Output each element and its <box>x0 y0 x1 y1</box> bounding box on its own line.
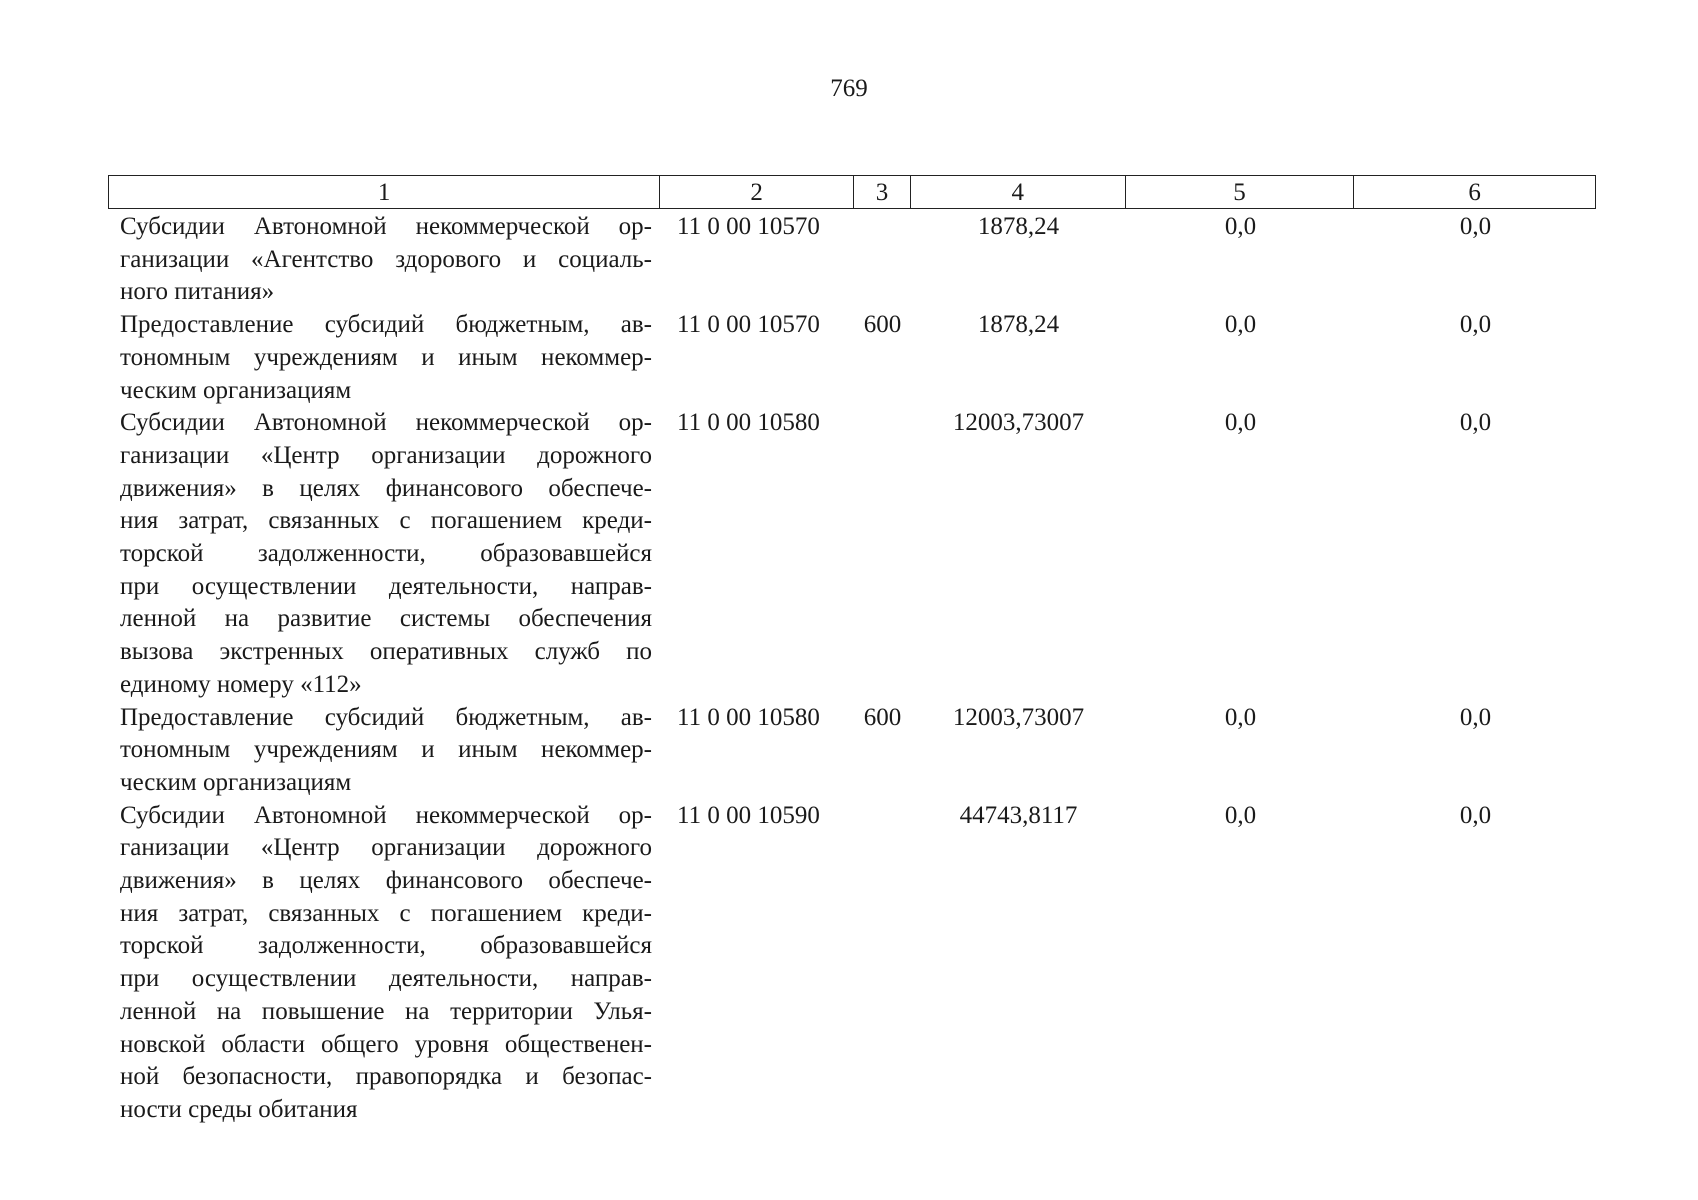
row-col6: 0,0 <box>1459 409 1492 437</box>
description-line: движения» в целях финансового обеспече- <box>120 474 652 502</box>
row-col6: 0,0 <box>1459 311 1492 339</box>
row-col5: 0,0 <box>1224 801 1257 829</box>
table-row <box>108 211 1596 309</box>
description-line: вызова экстренных оперативных служб по <box>120 638 652 666</box>
row-description <box>108 211 660 309</box>
row-col5: 0,0 <box>1224 311 1257 339</box>
description-line: ния затрат, связанных с погашением креди- <box>120 507 652 535</box>
row-description <box>108 309 660 407</box>
row-amount: 1878,24 <box>977 213 1060 240</box>
row-code: 11 0 00 10590 <box>677 801 820 829</box>
description-line: новской области общего уровня общественен- <box>120 1030 652 1058</box>
description-line: движения» в целях финансового обеспече- <box>120 867 652 895</box>
description-line: ния затрат, связанных с погашением креди- <box>120 899 652 927</box>
column-header-4: 4 <box>911 176 1126 208</box>
row-kind: 600 <box>863 703 902 731</box>
table-row <box>108 800 1596 1127</box>
column-header-5: 5 <box>1126 176 1355 208</box>
description-line: тономным учреждениям и иным некоммер- <box>120 736 652 764</box>
description-line: ного питания» <box>120 278 275 306</box>
row-kind: 600 <box>863 311 902 339</box>
table-body <box>108 211 1596 1127</box>
column-header-1: 1 <box>109 176 660 208</box>
description-line: при осуществлении деятельности, направ- <box>120 572 652 600</box>
row-code: 11 0 00 10570 <box>677 311 820 339</box>
column-header-6: 6 <box>1468 179 1481 206</box>
description-line: ческим организациям <box>120 376 352 404</box>
description-line: ной безопасности, правопорядка и безопас- <box>120 1063 652 1091</box>
description-line: Субсидии Автономной некоммерческой ор- <box>120 801 652 829</box>
row-code: 11 0 00 10580 <box>677 703 820 731</box>
row-amount: 12003,73007 <box>952 703 1085 731</box>
description-line: Субсидии Автономной некоммерческой ор- <box>120 213 652 240</box>
description-line: ности среды обитания <box>120 1095 358 1123</box>
row-kind <box>854 407 911 701</box>
description-line: ганизации «Центр организации дорожного <box>120 834 652 862</box>
row-description <box>108 800 660 1127</box>
row-col5: 0,0 <box>1224 703 1257 731</box>
page-number: 769 <box>830 75 868 102</box>
row-col6: 0,0 <box>1459 801 1492 829</box>
row-kind <box>854 211 911 309</box>
row-col6: 0,0 <box>1459 213 1492 240</box>
description-line: торской задолженности, образовавшейся <box>120 932 652 960</box>
description-line: Предоставление субсидий бюджетным, ав- <box>120 703 652 731</box>
row-amount: 1878,24 <box>977 311 1060 339</box>
column-header-3: 3 <box>854 176 911 208</box>
description-line: ганизации «Центр организации дорожного <box>120 441 652 469</box>
table-row <box>108 309 1596 407</box>
row-description <box>108 407 660 701</box>
table-row <box>108 407 1596 701</box>
row-description <box>108 702 660 800</box>
table-row <box>108 702 1596 800</box>
row-code: 11 0 00 10580 <box>677 409 820 437</box>
description-line: Предоставление субсидий бюджетным, ав- <box>120 311 652 339</box>
description-line: при осуществлении деятельности, направ- <box>120 965 652 993</box>
description-line: ческим организациям <box>120 768 352 796</box>
description-line: ленной на развитие системы обеспечения <box>120 605 652 633</box>
description-line: тономным учреждениям и иным некоммер- <box>120 343 652 371</box>
table-header <box>108 175 1596 209</box>
row-amount: 12003,73007 <box>952 409 1085 437</box>
description-line: единому номеру «112» <box>120 670 362 698</box>
row-col5: 0,0 <box>1224 213 1257 240</box>
row-code: 11 0 00 10570 <box>677 213 820 240</box>
description-line: ганизации «Агентство здорового и социаль- <box>120 245 652 273</box>
row-col6: 0,0 <box>1459 703 1492 731</box>
row-kind <box>854 800 911 1127</box>
row-col5: 0,0 <box>1224 409 1257 437</box>
description-line: ленной на повышение на территории Улья- <box>120 997 652 1025</box>
description-line: торской задолженности, образовавшейся <box>120 540 652 568</box>
column-header-2: 2 <box>660 176 854 208</box>
row-amount: 44743,8117 <box>959 801 1078 829</box>
description-line: Субсидии Автономной некоммерческой ор- <box>120 409 652 437</box>
